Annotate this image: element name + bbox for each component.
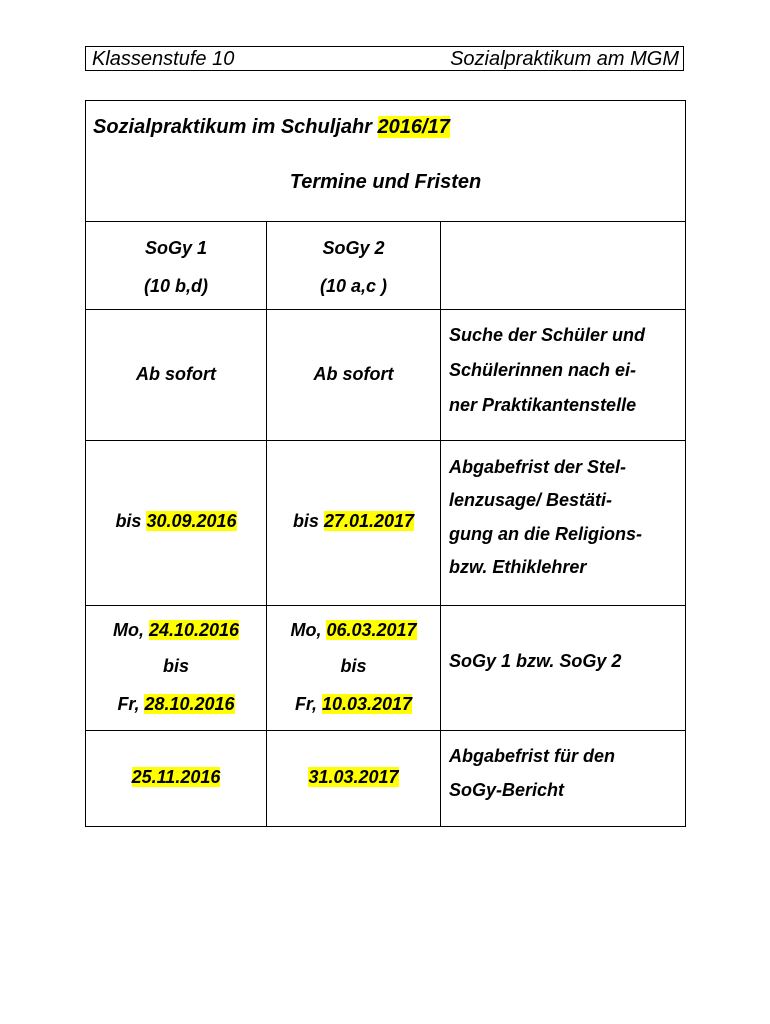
row-description: Suche der Schüler und Schülerinnen nach ei- ner Praktikantenstelle (449, 325, 646, 415)
sogy2-period: Mo, 06.03.2017 bis Fr, 10.03.2017 (267, 606, 441, 730)
sogy1-deadline: bis 30.09.2016 (115, 511, 237, 531)
row-description: Abgabefrist der Stel- lenzusage/ Bestäti- gung an die Religions- bzw. Ethiklehrer (449, 457, 642, 577)
page-title: Sozialpraktikum im Schuljahr 2016/17 (93, 116, 450, 138)
table-row (86, 441, 685, 606)
column-header-sogy2: SoGy 2 (10 a,c ) (267, 222, 441, 309)
table-row (86, 606, 685, 731)
table-row (86, 731, 685, 826)
sogy2-report-deadline: 31.03.2017 (308, 767, 399, 787)
sogy2-start: Ab sofort (313, 364, 394, 384)
sogy1-report-deadline: 25.11.2016 (131, 767, 221, 787)
header-grade: Klassenstufe 10 (92, 48, 235, 70)
schedule-table (85, 100, 686, 827)
page-header (85, 46, 684, 71)
row-description: SoGy 1 bzw. SoGy 2 (449, 651, 622, 671)
column-header-sogy1: SoGy 1 (10 b,d) (86, 222, 267, 309)
column-header-row (86, 222, 685, 310)
sogy2-deadline: bis 27.01.2017 (292, 511, 415, 531)
page-subtitle: Termine und Fristen (289, 171, 482, 193)
header-program: Sozialpraktikum am MGM (450, 48, 679, 70)
column-header-description (441, 222, 685, 309)
school-year-highlight: 2016/17 (377, 116, 450, 138)
title-row (86, 101, 685, 222)
row-description: Abgabefrist für den SoGy-Bericht (449, 746, 616, 800)
sogy1-start: Ab sofort (136, 364, 216, 384)
sogy1-period: Mo, 24.10.2016 bis Fr, 28.10.2016 (86, 606, 267, 730)
table-row (86, 310, 685, 441)
